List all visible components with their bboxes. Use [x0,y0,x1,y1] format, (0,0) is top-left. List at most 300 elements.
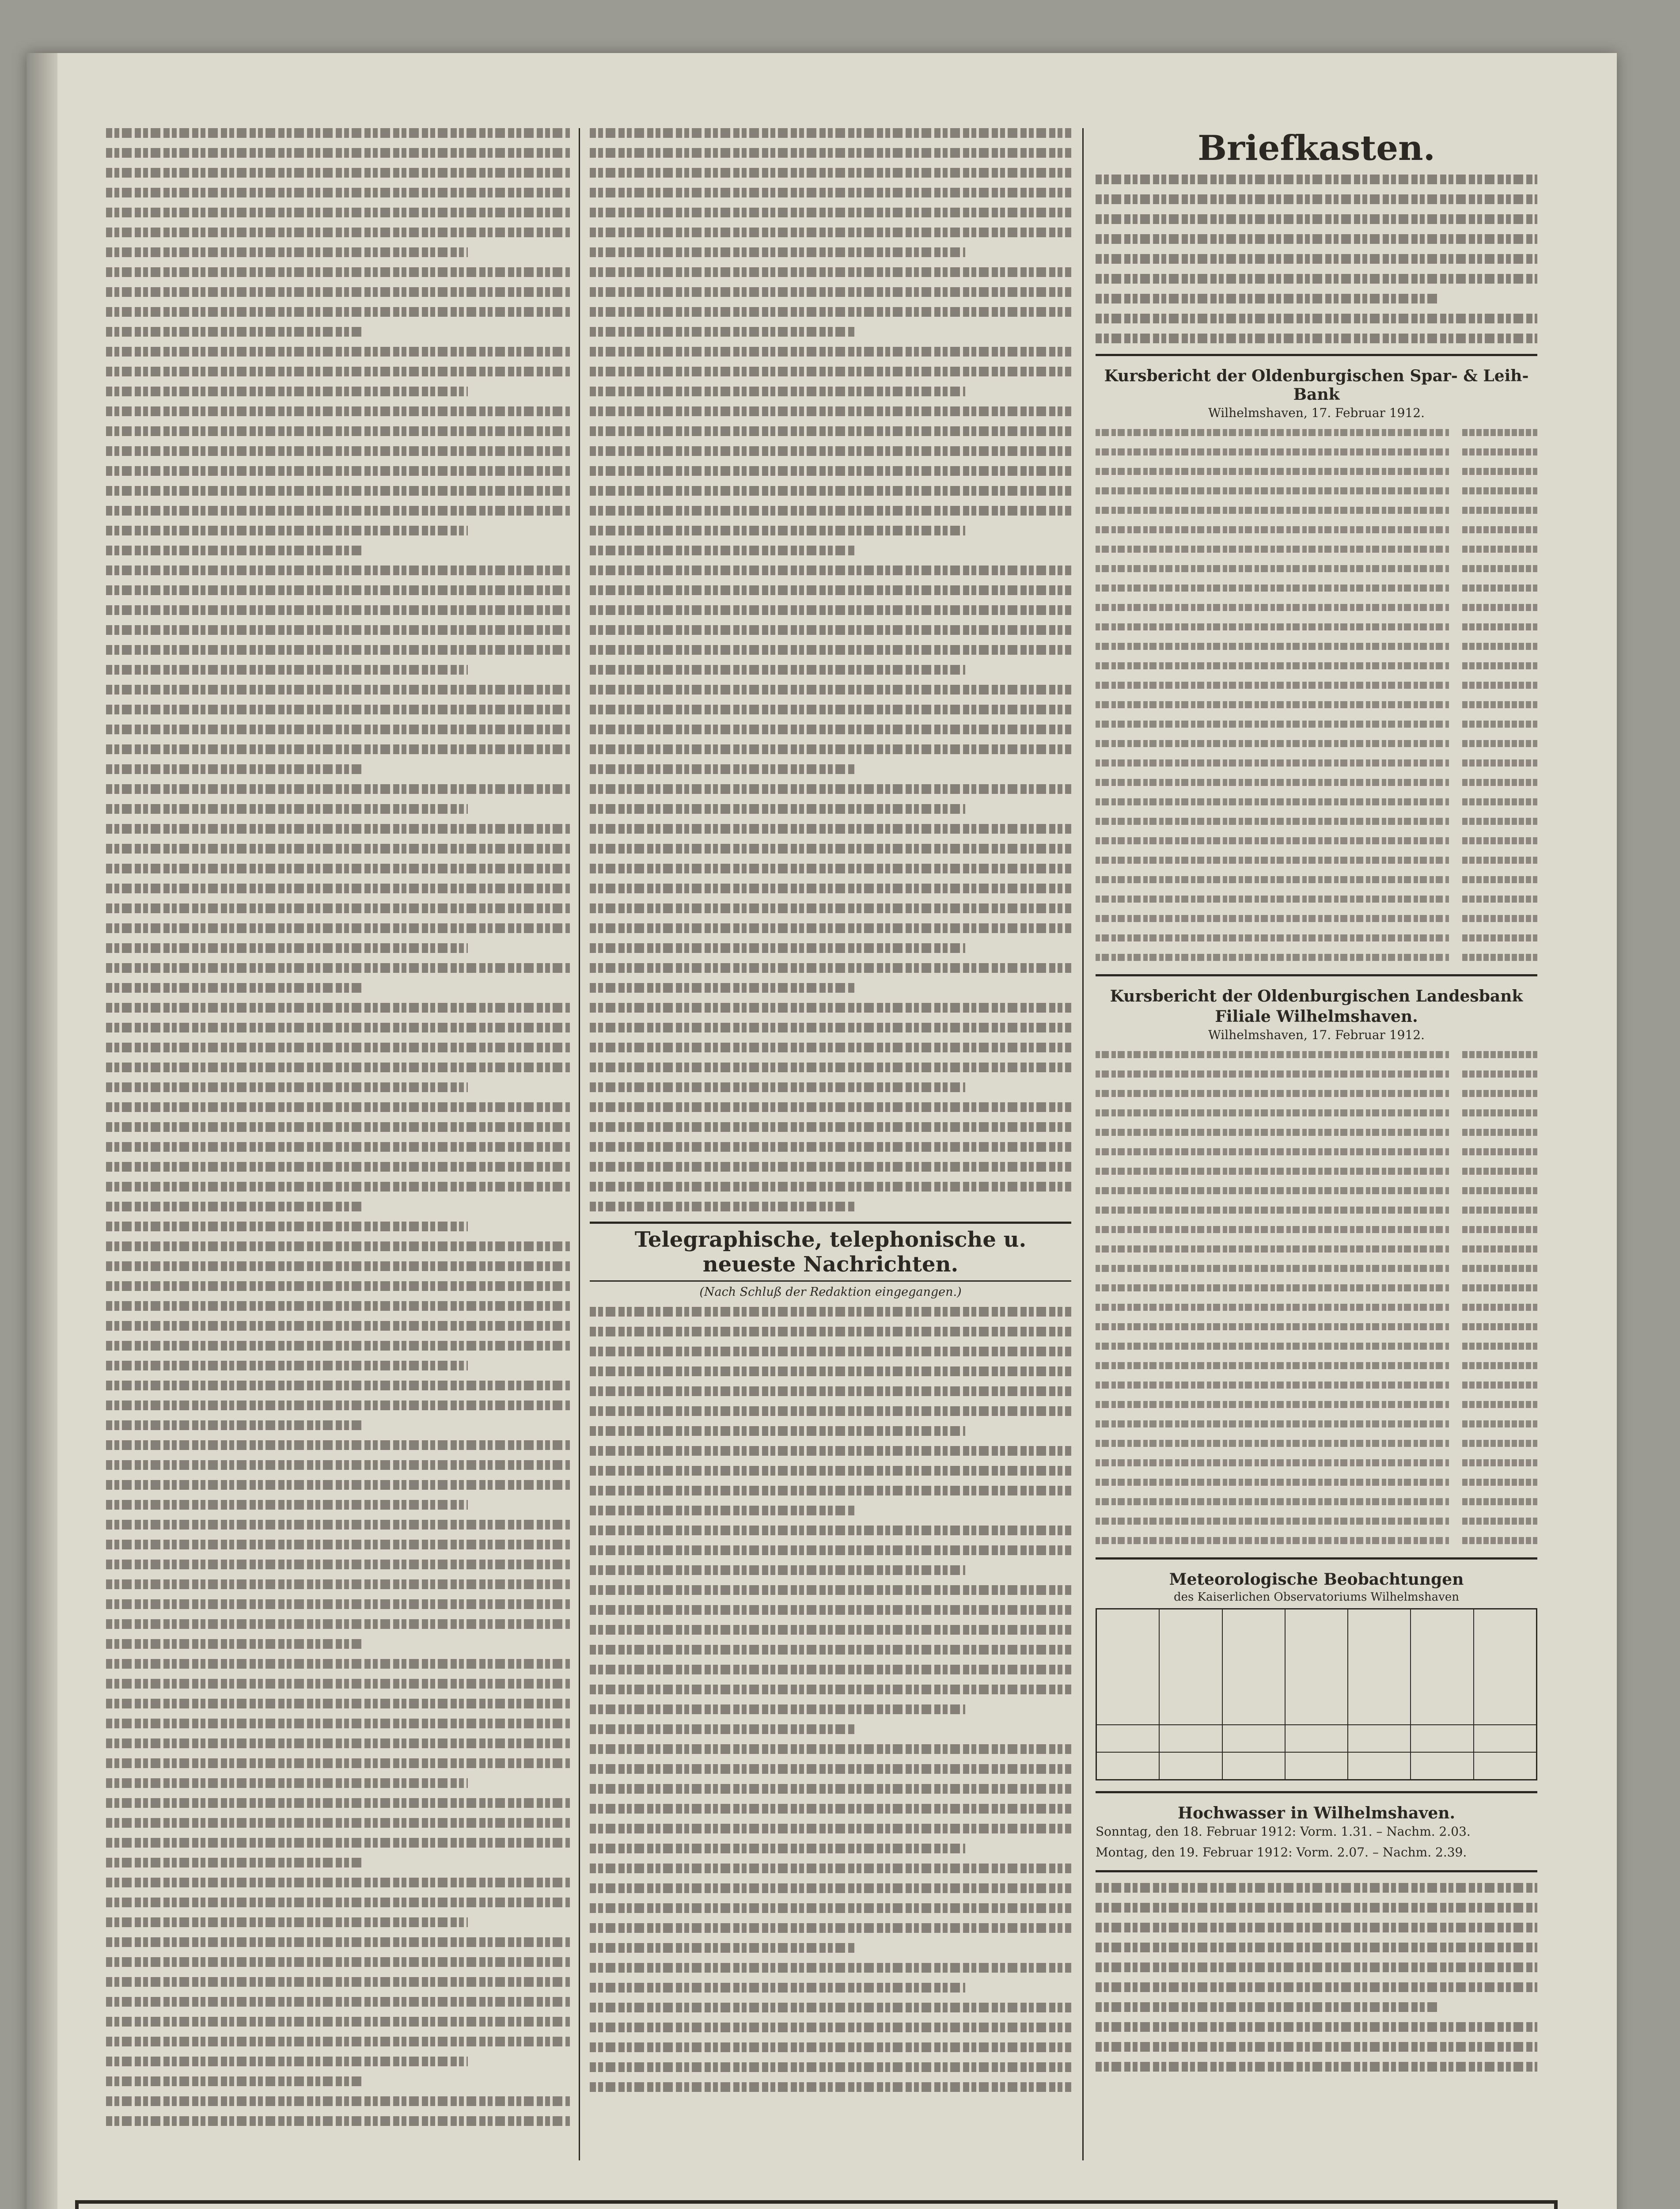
text-line [106,1381,570,1390]
text-line [106,864,570,873]
table-row [1096,582,1537,594]
table-row [1096,621,1537,633]
text-line [1096,274,1537,284]
text-line [590,1446,1071,1456]
text-line [106,725,570,734]
text-line [590,1824,1071,1833]
table-row [1096,757,1537,769]
text-line [590,347,1071,357]
text-line [106,2037,570,2046]
text-line [590,705,1071,714]
text-line [106,466,570,476]
text-line [106,1142,570,1152]
text-line [590,625,1071,635]
text-line [590,1903,1071,1913]
table-row [1096,1243,1537,1255]
text-line [590,1645,1071,1655]
table-row [1096,1282,1537,1294]
text-line [1096,294,1440,304]
text-line [590,1202,855,1211]
text-line [106,764,361,774]
text-line [590,1307,1071,1317]
column-3 [1096,128,1537,2160]
text-line [106,1798,570,1808]
text-line [590,1347,1071,1356]
text-line [106,1102,570,1112]
text-line [590,2042,1071,2052]
text-line [590,1182,1071,1192]
text-line [106,884,570,893]
text-line [590,1466,1071,1476]
text-line [590,1386,1071,1396]
text-line [106,625,570,635]
text-line [106,1937,570,1947]
text-line [106,1997,570,2007]
text-line [106,784,570,794]
text-line [590,1142,1071,1152]
text-line [590,2003,1071,2012]
text-line [106,1043,570,1052]
text-line [590,228,1071,237]
text-line [106,824,570,834]
text-line [106,1440,570,1450]
column-2-text [590,128,1071,1211]
text-line [590,208,1071,217]
text-line [106,406,570,416]
text-line [1096,1883,1537,1893]
text-line [590,1565,965,1575]
text-line [106,1758,570,1768]
text-line [106,1401,570,1410]
table-row [1096,1223,1537,1236]
text-line [106,1719,570,1728]
text-line [106,685,570,695]
text-line [106,2116,570,2126]
text-line [106,546,361,555]
text-line [590,1486,1071,1495]
text-line [590,2082,1071,2092]
text-line [106,1361,468,1370]
text-line [590,804,965,814]
text-line [590,824,1071,834]
text-line [590,1923,1071,1933]
table-row [1096,796,1537,808]
text-line [106,307,570,317]
text-line [1096,334,1537,343]
text-line [106,148,570,158]
text-line [106,923,570,933]
text-line [106,963,570,973]
text-line [1096,1982,1537,1992]
text-line [590,1883,1071,1893]
text-line [1096,1962,1537,1972]
table-row [1096,426,1537,439]
text-line [590,725,1071,734]
text-line [106,1261,570,1271]
text-line [106,705,570,714]
text-line [590,188,1071,197]
text-line [590,1665,1071,1674]
text-line [106,287,570,297]
table-row [1096,1534,1537,1547]
text-line [590,1366,1071,1376]
text-line [590,546,855,555]
text-line [590,566,1071,575]
text-line [1096,2002,1440,2012]
table-row [1096,1301,1537,1313]
table-row [1096,543,1537,555]
table-row [1096,1204,1537,1216]
text-line [590,1063,1071,1072]
text-line [106,804,468,814]
text-line [106,1222,468,1231]
letters-title: Briefkasten. [1198,128,1435,168]
divider [1096,354,1537,356]
text-line [106,1082,468,1092]
divider [1096,974,1537,976]
text-line [106,486,570,496]
text-line [590,466,1071,476]
text-line [590,1003,1071,1013]
text-line [106,605,570,615]
text-line [590,367,1071,376]
table-row [1096,640,1537,653]
text-line [106,1460,570,1470]
flood-line-2: Montag, den 19. Februar 1912: Vorm. 2.07. – Nachm. 2.39. [1096,1845,1467,1860]
text-line [106,1420,361,1430]
text-line [1096,175,1537,184]
text-line [590,1605,1071,1615]
text-line [106,983,361,993]
text-line [590,764,855,774]
text-line [590,784,1071,794]
text-line [106,327,361,337]
text-line [106,1182,570,1192]
text-line [106,1599,570,1609]
letters-text [1096,175,1537,343]
text-line [1096,314,1537,323]
table-row [1096,465,1537,478]
table-row [1096,1107,1537,1119]
text-line [590,983,855,993]
text-line [1096,254,1537,264]
text-line [106,1679,570,1689]
table-row [1096,1418,1537,1430]
text-line [106,1560,570,1569]
text-line [590,387,965,396]
text-line [590,1082,965,1092]
text-line [106,1619,570,1629]
text-line [590,2062,1071,2072]
text-line [106,2096,570,2106]
market1-table [1096,426,1537,964]
table-row [1096,1379,1537,1391]
text-line [590,1724,855,1734]
text-line [590,685,1071,695]
text-line [106,128,570,138]
text-line [106,1838,570,1848]
text-line [590,1864,1071,1873]
scan-edge [27,53,57,2209]
text-line [590,1764,1071,1774]
text-line [1096,2042,1537,2052]
text-line [590,486,1071,496]
meteo-title: Meteorologische Beobachtungen [1169,1570,1464,1589]
text-line [106,1003,570,1013]
text-line [590,168,1071,178]
table-row [1096,835,1537,847]
text-line [590,943,965,953]
text-line [106,228,570,237]
text-line [590,665,965,675]
text-line [106,1321,570,1331]
table-row [1096,446,1537,458]
text-line [590,148,1071,158]
table-row [1096,893,1537,905]
text-line [106,1023,570,1032]
text-line [590,406,1071,416]
text-line [106,1162,570,1172]
column-2-news-text [590,1307,1071,2092]
table-row [1096,562,1537,575]
table-row [1096,485,1537,497]
text-line [106,1778,468,1788]
text-line [106,1977,570,1987]
text-line [590,1804,1071,1814]
text-line [590,506,1071,516]
text-line [106,1659,570,1669]
text-line [106,1281,570,1291]
text-line [590,864,1071,873]
table-row [1096,601,1537,614]
text-line [106,1898,570,1907]
column-1-text [106,128,570,2126]
table-row [1096,1321,1537,1333]
text-line [590,1704,965,1714]
column-rule [1082,128,1084,2160]
text-line [590,426,1071,436]
meteo-table [1096,1608,1537,1780]
text-line [1096,1903,1537,1913]
text-line [106,1639,361,1649]
table-row [1096,951,1537,964]
text-line [590,1784,1071,1794]
text-line [106,1858,361,1867]
text-line [106,1520,570,1530]
table-row [1096,1340,1537,1352]
text-line [590,1043,1071,1052]
text-line [106,208,570,217]
maggi-advertisement [75,2200,1558,2209]
market2-date: Wilhelmshaven, 17. Februar 1912. [1208,1028,1425,1042]
table-row [1096,1184,1537,1197]
text-line [106,1480,570,1490]
table-row [1096,1457,1537,1469]
text-line [590,1102,1071,1112]
text-line [106,347,570,357]
text-line [590,1327,1071,1336]
flood-line-1: Sonntag, den 18. Februar 1912: Vorm. 1.31. – Nachm. 2.03. [1096,1824,1471,1839]
text-line [590,327,855,337]
table-row [1096,718,1537,730]
text-line [590,1506,855,1515]
text-line [106,2057,468,2066]
table-row [1096,932,1537,944]
table-row [1096,854,1537,866]
text-line [590,2023,1071,2032]
text-line [590,1844,965,1853]
table-row [1096,679,1537,691]
text-line [590,1943,855,1953]
table-row [1096,1048,1537,1061]
text-line [106,1878,570,1887]
text-line [106,1241,570,1251]
market2-title: Kursbericht der Oldenburgischen Landesbank [1110,987,1523,1006]
table-row [1096,1515,1537,1527]
table-row [1096,524,1537,536]
text-line [106,1063,570,1072]
text-line [590,287,1071,297]
text-line [106,426,570,436]
text-line [590,1744,1071,1754]
table-row [1096,504,1537,516]
text-line [590,1685,1071,1694]
divider [1096,1870,1537,1872]
text-line [106,1202,361,1211]
text-line [106,446,570,456]
table-row [1096,1476,1537,1488]
table-row [1096,776,1537,789]
market2-table [1096,1048,1537,1547]
newspaper-page [27,53,1617,2209]
text-line [590,307,1071,317]
table-row [1096,737,1537,750]
text-line [106,1917,468,1927]
table-row [1096,912,1537,925]
text-line [106,506,570,516]
text-line [1096,194,1537,204]
text-line [106,1738,570,1748]
text-line [590,1162,1071,1172]
text-line [106,665,468,675]
text-line [1096,234,1537,244]
text-line [106,1699,570,1708]
column-rule [579,128,580,2160]
text-line [106,1540,570,1549]
market2-branch: Filiale Wilhelmshaven. [1215,1007,1418,1026]
news-section-title: Telegraphische, telephonische u. neueste Nachrichten. [590,1222,1071,1282]
text-line [590,128,1071,138]
text-line [590,645,1071,655]
table-row [1096,660,1537,672]
text-line [106,1341,570,1351]
text-line [590,1585,1071,1595]
text-line [590,744,1071,754]
text-line [590,585,1071,595]
divider [1096,1791,1537,1793]
text-line [106,367,570,376]
text-line [106,168,570,178]
text-line [590,247,965,257]
text-line [106,2076,361,2086]
text-line [590,526,965,535]
text-line [590,1406,1071,1416]
table-row [1096,1398,1537,1411]
text-line [590,1545,1071,1555]
text-line [106,1957,570,1967]
text-line [106,566,570,575]
table-row [1096,815,1537,827]
table-row [1096,1126,1537,1139]
text-line [590,923,1071,933]
table-row [1096,698,1537,711]
text-line [1096,2062,1537,2072]
text-line [106,903,570,913]
table-row [1096,1165,1537,1177]
news-section-note: (Nach Schluß der Redaktion eingegangen.) [699,1285,962,1299]
text-line [106,645,570,655]
table-row [1096,1068,1537,1080]
column-1 [106,128,570,2160]
text-line [590,1122,1071,1132]
text-line [590,1526,1071,1535]
text-line [590,1625,1071,1635]
flood-title: Hochwasser in Wilhelmshaven. [1177,1804,1456,1822]
table-row [1096,1437,1537,1450]
text-line [590,1983,965,1993]
text-line [590,844,1071,854]
market1-title: Kursbericht der Oldenburgischen Spar- & Leih-Bank [1104,367,1529,404]
text-line [590,884,1071,893]
text-line [106,585,570,595]
meteo-subtitle: des Kaiserlichen Observatoriums Wilhelmshaven [1174,1590,1459,1604]
text-line [1096,2022,1537,2032]
divider [1096,1557,1537,1560]
table-row [1096,1495,1537,1508]
table-row [1096,1087,1537,1100]
column-2 [590,128,1071,2160]
text-line [106,188,570,197]
text-line [106,247,468,257]
text-line [106,526,468,535]
table-row [1096,873,1537,886]
text-line [106,267,570,277]
text-line [106,1122,570,1132]
text-line [106,2017,570,2027]
text-line [106,744,570,754]
text-line [590,267,1071,277]
text-line [590,1023,1071,1032]
text-line [590,903,1071,913]
text-line [1096,1923,1537,1932]
text-line [106,1818,570,1828]
text-line [590,1963,1071,1973]
health-advert-text [1096,1883,1537,2072]
text-line [106,943,468,953]
market1-date: Wilhelmshaven, 17. Februar 1912. [1208,406,1425,420]
text-line [1096,1943,1537,1952]
table-row [1096,1262,1537,1275]
text-line [106,1301,570,1311]
table-row [1096,1146,1537,1158]
text-line [106,1579,570,1589]
text-line [590,1426,965,1436]
text-line [1096,214,1537,224]
text-line [590,963,1071,973]
text-line [106,387,468,396]
text-line [590,605,1071,615]
text-line [106,1500,468,1510]
